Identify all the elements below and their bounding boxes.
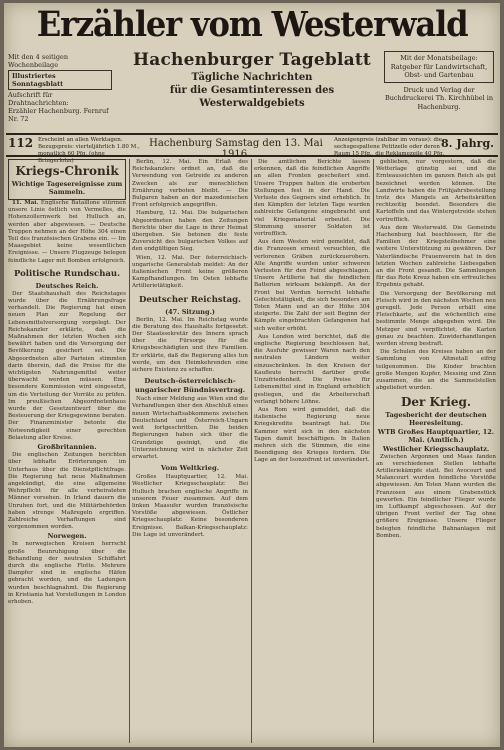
newspaper-page: [4, 3, 500, 747]
subscription-info: [8, 53, 112, 123]
headquarters-dateline: WTB Großes Hauptquartier, 12. Mai. (Amtlich.): [377, 427, 495, 444]
masthead: [4, 3, 500, 47]
article-text: Zwischen Argonnen und Maas fanden an verschiedenen Stellen lebhafte Artilleriekämpfe statt. Bei Avocourt und Malancourt wurden feindliche Vorstöße abgewiesen. Am Toten Mann wurden die Franzosen aus einem Grabenstück geworfen. Ein feindlicher Flieger wurde im Luftkampf abgeschossen. Auf der übrigen Front verlief der Tag ohne größere Ereignisse. Unsere Flieger belegten feindliche Bahnanlagen mit Bomben.: [376, 453, 496, 539]
column-2: [132, 159, 248, 745]
political-review-heading: Politische Rundschau.: [13, 268, 121, 279]
western-front-heading: Westlicher Kriegsschauplatz.: [382, 444, 490, 453]
publisher-info: [384, 51, 494, 111]
article-text: Die Schulen des Kreises haben an der Sammlung von Altmetall eifrig teilgenommen. Die Kinder brachten große Mengen Kupfer, Messing und Zinn zusammen, die an die Sammelstellen abgeliefert wurden.: [376, 349, 496, 392]
issue-number: 112: [8, 136, 34, 150]
telegram-address-label: Aufschrift für Drahtnachrichten:: [8, 91, 69, 107]
tageblatt-tagline: für die Gesamtinteressen des Westerwaldgebiets: [169, 85, 335, 109]
column-3: [254, 159, 370, 745]
column-rule: [251, 159, 252, 743]
article-text: Großes Hauptquartier, 12. Mai. Westlicher Kriegsschauplatz: Bei Hulluch brachen englische Angriffe in unserem Feuer zusammen. Auf dem linken Maasufer wurden französische Vorstöße abgewiesen. Östlicher Kriegsschauplatz: Keine besonderen Ereignisse. Balkan-Kriegsschauplatz: Die Lage ist unverändert.: [132, 474, 248, 538]
column-rule: [129, 159, 130, 743]
tageblatt-title: Hachenburger Tageblatt: [133, 50, 371, 70]
reichstag-heading: Deutscher Reichstag.: [138, 294, 242, 305]
reichstag-session: (47. Sitzung.): [165, 307, 215, 316]
war-chronicle-heading: Kriegs-Chronik: [15, 164, 119, 178]
subscription-price: Erscheint an allen Werktagen. Bezugspreis: vierteljährlich 1.80 M., monatlich 60 Pfg. (ohne Bringerlohn): [38, 137, 140, 164]
world-war-heading: Vom Weltkrieg.: [160, 464, 220, 473]
section-norway: Norwegen.: [47, 532, 87, 541]
article-text: Hamburg, 12. Mai. Die bulgarischen Abgeordneten haben den Zeitungen Berichte über die Lage in ihrer Heimat übergeben. Sie betonen die feste Zuversicht des bulgarischen Volkes auf den endgültigen Sieg.: [132, 210, 248, 253]
army-report-heading: Tagesbericht der deutschen Heeresleitung.: [385, 410, 487, 427]
telegram-address: Erzähler Hachenburg. Fernruf Nr. 72: [8, 107, 109, 123]
issue-date: Hachenburg Samstag den 13. Mai 1916.: [149, 138, 323, 160]
weekly-supplement-note: Mit den 4 seitigen Wochenbeilage: [8, 53, 69, 69]
article-text: Berlin, 12. Mai. Im Reichstag wurde die Beratung des Haushalts fortgesetzt. Der Staatssekretär des Innern sprach über die Fürsorge für die Kriegsbeschädigten und ihre Familien. Er erklärte, daß die Regierung alles tun werde, um den Heimkehrenden eine sichere Existenz zu schaffen.: [132, 316, 248, 374]
article-text: Der Staatshaushalt des Reichstages wurde über die Ernährungsfrage verhandelt. Die Regierung hat einen neuen Plan zur Regelung der Lebensmittelversorgung vorgelegt. Der Reichskanzler erklärte, daß die Maßnahmen der letzten Wochen sich bewährt haben und die Versorgung der Bevölkerung gesichert sei. Die Abgeordneten aller Parteien stimmten darin überein, daß die Preise für die wichtigsten Nahrungsmittel weiter überwacht werden müssen. Eine besondere Kommission wird eingesetzt, um die Verteilung der Vorräte zu prüfen. Im preußischen Abgeordnetenhaus wurde der Gesetzentwurf über die Besteuerung der Kriegsgewinne beraten. Der Finanzminister betonte die Notwendigkeit einer gerechten Belastung aller Kreise.: [8, 290, 126, 441]
chronicle-text: Englische Bataillone stürmen unsere Linie östlich von Vermelles, die Hohenzollernwerk bei Hulluch an, werden aber abgewiesen. — Deutsche Truppen nehmen an der Höhe 304 einen Teil des französischen Grabens ein. — Im Maasgebiet keine wesentlichen Ereignisse. — Unsere Flugzeuge belegen feindliche Lager mit Bomben erfolgreich.: [8, 200, 126, 264]
section-germany: Deutsches Reich.: [35, 281, 99, 290]
volume-year: 8. Jahrg.: [441, 137, 494, 150]
column-1: [8, 159, 126, 745]
tageblatt-header: [124, 49, 380, 110]
alliance-treaty-heading: Deutsch-österreichisch-ungarischer Bündnisvertrag.: [134, 377, 246, 395]
article-text: Aus London wird berichtet, daß die englische Regierung beschlossen hat, die Ausfuhr gewisser Waren nach den neutralen Ländern weiter einzuschränken. In den Kreisen der Kaufleute herrscht darüber große Unzufriedenheit. Die Preise für Lebensmittel sind in England erheblich gestiegen, und die Arbeiterschaft verlangt höhere Löhne.: [254, 333, 370, 405]
section-great-britain: Großbritannien.: [37, 443, 97, 452]
chronicle-date: 11. Mai.: [12, 200, 39, 206]
article-text: Die Versorgung der Bevölkerung mit Fleisch wird in den nächsten Wochen neu geregelt. Jede Person erhält eine Fleischkarte, auf die wöchentlich eine bestimmte Menge abgegeben wird. Die Metzger sind verpflichtet, die Karten genau zu beachten. Zuwiderhandlungen werden streng bestraft.: [376, 290, 496, 348]
article-text: geblieben, nur vorgestern, daß die Wetterlage günstig sei und die Ernteaussichten im ganzen Reich als gut bezeichnet werden können. Die Landwirte haben die Frühjahrsbestellung trotz des Mangels an Arbeitskräften rechtzeitig beendet. Besonders die Kartoffeln und das Wintergetreide stehen vortrefflich.: [376, 159, 496, 223]
article-text: Nach einer Meldung aus Wien sind die Verhandlungen über den Abschluß eines neuen Wirtschaftsabkommens zwischen Deutschland und Österreich-Ungarn weit fortgeschritten. Die beiden Regierungen haben sich über die Grundzüge geeinigt, und die Unterzeichnung wird in nächster Zeit erwartet.: [132, 396, 248, 460]
column-rule: [373, 159, 374, 743]
monthly-supplement-note: Mit der Monatsbeilage: Ratgeber für Landwirtschaft, Obst- und Gartenbau: [384, 51, 494, 83]
subhead: [4, 49, 500, 135]
sunday-supplement-title: Illustriertes Sonntagsblatt: [8, 70, 112, 90]
article-text: In norwegischen Kreisen herrscht große Beunruhigung über die Behandlung der neutralen Schiffahrt durch die englische Flotte. Mehrere Dampfer sind in englische Häfen gebracht worden, und die Ladungen wurden beschlagnahmt. Die Regierung in Kristiania hat Vorstellungen in London erhoben.: [8, 541, 126, 605]
dateline: [6, 133, 498, 164]
article-text: Die amtlichen Berichte lassen erkennen, daß die feindlichen Angriffe an allen Fronten gescheitert sind. Unsere Truppen halten die eroberten Stellungen fest in der Hand. Die Verluste des Gegners sind erheblich. In den Kämpfen der letzten Tage wurden zahlreiche Gefangene eingebracht und viel Kriegsmaterial erbeutet. Die Stimmung unserer Soldaten ist vortrefflich.: [254, 159, 370, 238]
masthead-title: Erzähler vom Westerwald: [36, 4, 468, 45]
article-text: Die englischen Zeitungen berichten über lebhafte Erörterungen im Unterhaus über die Dienstpflichtfrage. Die Regierung hat neue Maßnahmen angekündigt, die eine allgemeine Wehrpflicht für alle verheirateten Männer vorsehen. In Irland dauern die Unruhen fort, und die Militärbehörden haben strenge Maßregeln ergriffen. Zahlreiche Verhaftungen sind vorgenommen worden.: [8, 452, 126, 531]
printer-imprint: Druck und Verlag der Buchdruckerei Th. Kirchhübel in Hachenburg.: [384, 85, 494, 111]
column-4: [376, 159, 496, 745]
article-text: Berlin, 12. Mai. Ein Erlaß des Reichskanzlers ordnet an, daß die Verwendung von Getreide zu anderen Zwecken als zur menschlichen Ernährung verboten bleibt. — Die Bulgaren haben an der mazedonischen Front erfolgreich angegriffen.: [132, 159, 248, 209]
article-text: Aus dem Westen wird gemeldet, daß die Franzosen erneut versuchten, die verlorenen Gräben zurückzuerobern. Alle Angriffe wurden unter schweren Verlusten für den Feind abgeschlagen. Unsere Artillerie hat die feindlichen Batterien wirksam bekämpft. An der Front bei Verdun herrscht lebhafte Gefechtstätigkeit, die sich besonders am Toten Mann und an der Höhe 304 steigerte. Die Zahl der seit Beginn der Kämpfe eingebrachten Gefangenen hat sich weiter erhöht.: [254, 239, 370, 332]
tageblatt-subtitle: Tägliche Nachrichten: [191, 72, 313, 83]
war-heading: Der Krieg.: [400, 394, 472, 409]
war-chronicle-box: [8, 159, 126, 200]
article-text: Aus dem Westerwald. Die Gemeinde Hachenburg hat beschlossen, für die Familien der Kriegsteilnehmer eine weitere Unterstützung zu gewähren. Der Vaterländische Frauenverein hat in den letzten Wochen zahlreiche Liebesgaben an die Front gesandt. Die Sammlungen für das Rote Kreuz haben ein erfreuliches Ergebnis gehabt.: [376, 224, 496, 289]
article-text: Wien, 12. Mai. Der österreichisch-ungarische Generalstab meldet: An der italienischen Front keine größeren Kampfhandlungen. Im Osten lebhafte Artillerietätigkeit.: [132, 254, 248, 290]
war-chronicle-subheading: Wichtige Tagesereignisse zum Sammeln.: [11, 180, 123, 196]
advertising-price: Anzeigenpreis (zahlbar im voraus): die sechsgespaltene Petitzeile oder deren Raum 15 Pfg., die Reklamezeile 40 Pfg.: [334, 137, 445, 157]
article-text: Aus Rom wird gemeldet, daß die italienische Regierung neue Kriegskredite beantragt hat. Die Kammer wird sich in den nächsten Tagen damit beschäftigen. In Italien mehren sich die Stimmen, die eine Beendigung des Krieges fordern. Die Lage an der Isonzofront ist unverändert.: [254, 406, 370, 464]
